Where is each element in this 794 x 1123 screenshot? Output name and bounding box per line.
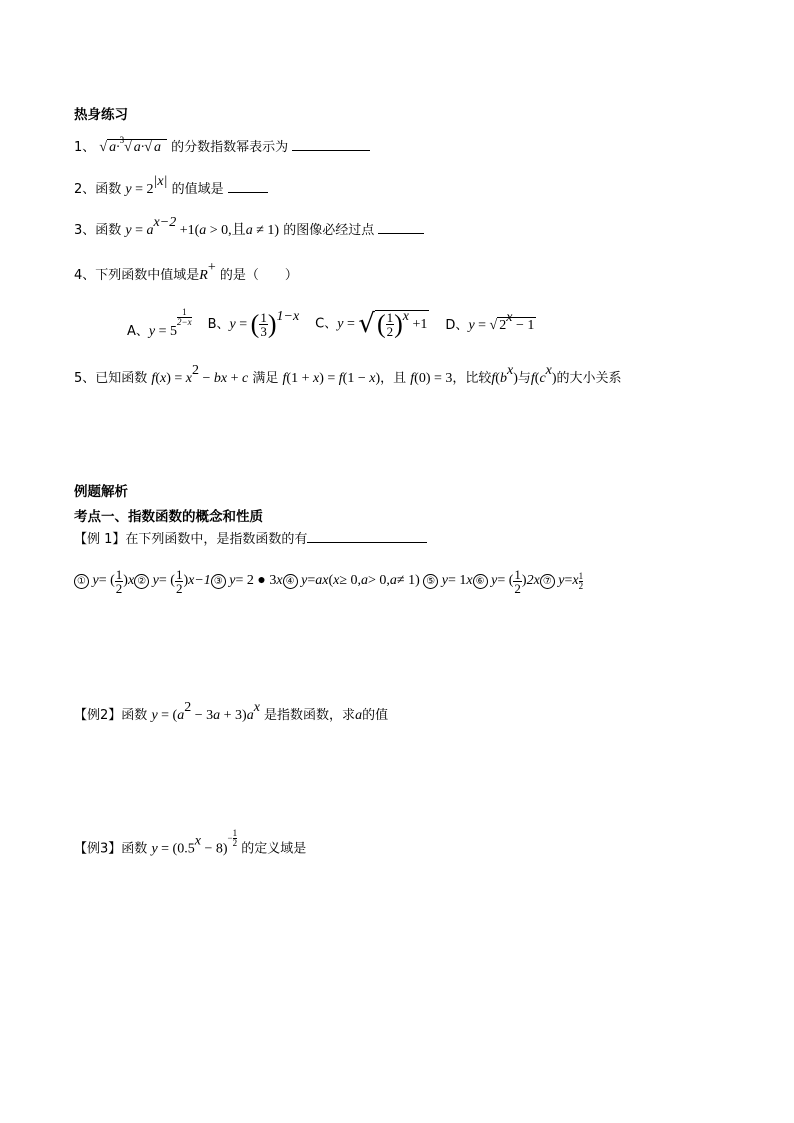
ex1-circle-3: ③ xyxy=(211,574,226,589)
q3-formula: $y = a^{x-2} +1(a > 0$,且a ≠ 1) xyxy=(125,215,280,238)
ex2-pre: 函数 xyxy=(121,708,148,723)
q4-option-d-label: D、 xyxy=(445,318,469,333)
q4-option-a-label: A、 xyxy=(127,324,149,339)
ex1-circle-2: ② xyxy=(134,574,149,589)
example-1 xyxy=(74,528,427,547)
q1-answer-blank[interactable] xyxy=(292,138,370,151)
q5-text-satisfy: 满足 xyxy=(252,371,279,386)
q3-answer-blank[interactable] xyxy=(378,221,424,234)
example-2: 【例2】函数 $y = (a^2 - 3a + 3)a^x$ 是指数函数，求a的值 xyxy=(74,700,389,723)
q4-option-b-label: B、 xyxy=(207,316,230,332)
ex1-answer-blank[interactable] xyxy=(307,530,427,543)
ex3-pre: 函数 xyxy=(121,841,148,857)
ex1-label: 【例 1】 xyxy=(74,532,126,547)
question-4: 4、下列函数中值域是R+ 的是（ ） xyxy=(74,260,298,283)
q1-formula: √ a·$^3$√ a·√ a xyxy=(99,139,167,155)
question-1 xyxy=(74,136,370,156)
q3-number: 3、函数 xyxy=(74,223,122,238)
q2-formula: y xyxy=(125,182,132,197)
ex2-post: 是指数函数，求 xyxy=(264,708,356,723)
question-3 xyxy=(74,215,424,239)
q2-answer-blank[interactable] xyxy=(228,180,268,193)
ex1-circle-6: ⑥ xyxy=(473,574,488,589)
q4-number: 4、下列函数中值域是 xyxy=(74,268,200,283)
question-2: 2、函数 $y = 2^{|x|}$ 的值域是 xyxy=(74,178,268,198)
ex1-circle-1: ① xyxy=(74,574,89,589)
ex2-end: 的值 xyxy=(362,708,389,723)
warmup-title: 热身练习 xyxy=(74,107,128,123)
q4-option-d[interactable]: D、y = √ $2^x - 1$ xyxy=(445,310,535,333)
q5-text-and: ，且 xyxy=(380,371,407,386)
q1-number: 1、 xyxy=(74,140,96,155)
ex2-label: 【例2】 xyxy=(74,708,122,723)
q5-function: f xyxy=(151,371,156,386)
ex3-post: 的定义域是 xyxy=(241,841,307,857)
examples-title: 例题解析 xyxy=(74,484,128,500)
q4-options xyxy=(127,302,536,346)
q4-r-plus: R xyxy=(199,268,208,283)
example-3: 【例3】函数 $y = (0.5^x - 8)-$ $\frac{1}{2}$ 的定义域是 xyxy=(74,828,307,857)
ex3-label: 【例3】 xyxy=(74,841,122,857)
question-5: 5、已知函数 $f(x) = x^2$ − bx + c 满足 f(1 + x) = f(1 − x)，且 f(0) = 3，比较$f(b^x)$与$f(c^x)$的大小关系 xyxy=(74,363,622,386)
q4-option-a[interactable]: A、y = 5 $\frac{1}{2-x}$ xyxy=(127,307,192,339)
q4-text: 的是（ ） xyxy=(219,268,298,283)
q5-number: 5、已知函数 xyxy=(74,371,148,386)
q5-text-compare: ，比较 xyxy=(452,371,492,386)
ex1-circle-7: ⑦ xyxy=(540,574,555,589)
q4-option-c[interactable]: C、y = √( $\frac{1}{2}$ )$^x$ +1 xyxy=(315,309,428,339)
q3-text: 的图像必经过点 xyxy=(283,223,375,238)
ex1-circle-4: ④ xyxy=(283,574,298,589)
topic-1-heading: 考点一、指数函数的概念和性质 xyxy=(74,509,263,525)
q4-option-c-label: C、 xyxy=(315,316,338,332)
q1-text: 的分数指数幂表示为 xyxy=(171,140,289,155)
q4-option-b[interactable]: B、y = ( $\frac{1}{3}$ )$^{1-x}$ xyxy=(207,308,300,339)
q2-number: 2、函数 xyxy=(74,182,122,197)
ex1-circle-5: ⑤ xyxy=(423,574,438,589)
ex1-functions: ① y = ( $\frac{1}{2}$ ) x ② y = ( $\frac{1}{2}$ ) x−1 ③ y = 2 ● 3 x ④ y = a x ( x ≥ 0, a > 0, a ≠ 1) ⑤ y = 1 x ⑥ y = ( $\frac{1}{2}$ ) 2x ⑦ y = x 1 2 xyxy=(74,560,583,602)
q5-text-with: 与 xyxy=(517,371,531,386)
q5-text-end: 的大小关系 xyxy=(556,371,622,386)
ex1-text: 在下列函数中，是指数函数的有 xyxy=(125,532,308,547)
q2-text: 的值域是 xyxy=(171,182,224,197)
